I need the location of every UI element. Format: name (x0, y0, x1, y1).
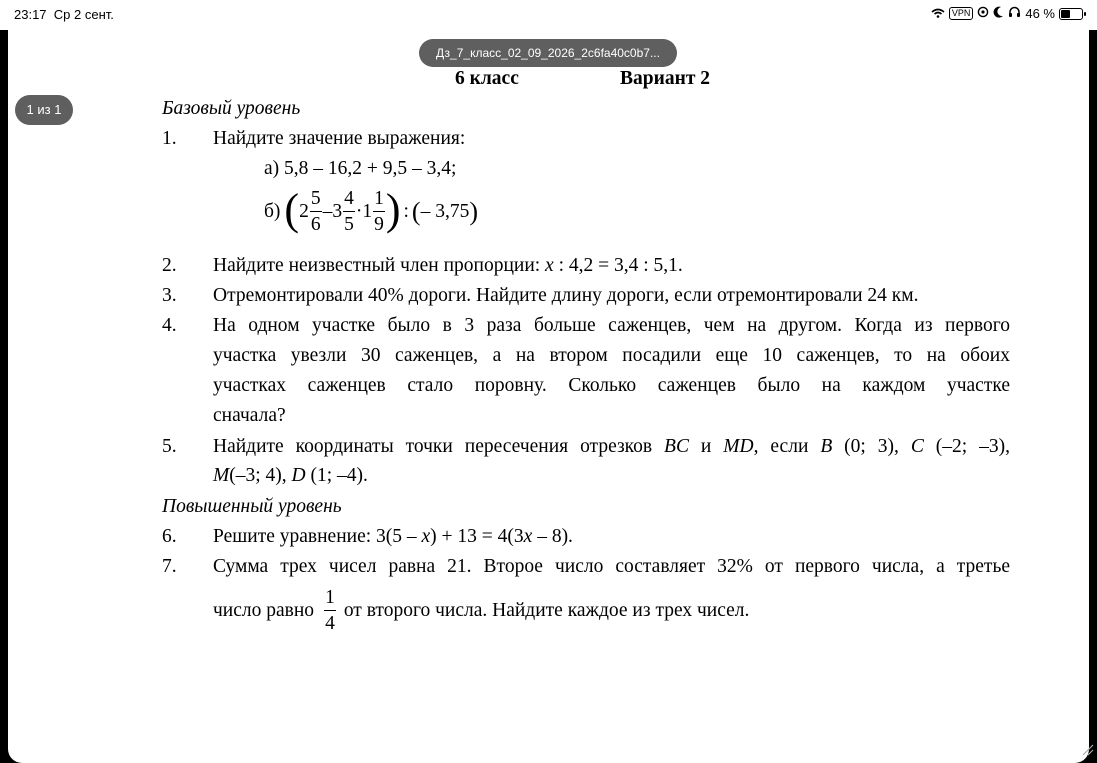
item-text-line: M(–3; 4), D (1; –4). (213, 465, 368, 486)
open-paren: ( (284, 184, 300, 234)
moon-icon (993, 6, 1004, 21)
item-number: 6. (162, 526, 177, 547)
fraction: $\frac{4}{5}$ (344, 188, 354, 235)
item-number: 3. (162, 285, 177, 306)
variant-heading: Вариант 2 (620, 68, 711, 89)
status-bar (0, 0, 1097, 30)
item-subpart-a: а) 5,8 – 16,2 + 9,5 – 3,4; (264, 158, 457, 179)
operator: · (355, 200, 363, 222)
item-text-line: На одном участке было в 3 раза больше саженцев, чем на другом. Когда из первого (213, 315, 1010, 336)
filename-pill[interactable]: Дз_7_класс_02_09_2026_2c6fa40c0b7... (419, 39, 677, 67)
item-text-line: Сумма трех чисел равна 21. Второе число составляет 32% от первого числа, а третье (213, 556, 1010, 577)
whole-part: 2 (299, 200, 309, 222)
item-text: Решите уравнение: 3(5 – x) + 13 = 4(3x – 8). (213, 526, 573, 547)
operator: – (322, 200, 333, 222)
battery-fill (1061, 10, 1070, 18)
status-time: 23:17 (14, 7, 47, 22)
fraction: $\frac{1}{9}$ (374, 188, 384, 235)
fraction: $\frac{5}{6}$ (310, 188, 321, 235)
item-text: Отремонтировали 40% дороги. Найдите длину дороги, если отремонтировали 24 км. (213, 285, 919, 306)
subpart-b-label: б) (264, 200, 281, 222)
page-counter: 1 из 1 (15, 95, 73, 125)
battery-percent: 46 % (1025, 6, 1055, 21)
wifi-icon (931, 6, 945, 21)
operator: : (403, 200, 409, 222)
item-text-line: сначала? (213, 405, 286, 426)
item-text-line: участках саженцев стало поровну. Сколько саженцев было на каждом участке (213, 375, 1010, 396)
item-text-line: Найдите координаты точки пересечения отрезков BC и MD, если B (0; 3), C (–2; –3), (213, 436, 1011, 457)
item-subpart-b (264, 184, 478, 235)
item-number: 4. (162, 315, 177, 336)
item-text-line: число равно $\frac{1}{4}$ от второго числа. Найдите каждое из трех чисел. (213, 587, 750, 634)
headphones-icon (1008, 6, 1021, 21)
whole-part: 1 (362, 200, 373, 222)
status-time-date (14, 7, 114, 22)
item-number: 2. (162, 255, 177, 276)
item-text-line: участка увезли 30 саженцев, а на втором посадили еще 10 саженцев, то на обоих (213, 345, 1010, 366)
status-icons (931, 6, 1083, 21)
divisor: – 3,75 (420, 200, 470, 222)
fraction: $\frac{1}{4}$ (325, 587, 335, 634)
close-paren: ) (385, 184, 401, 234)
status-date: Ср 2 сент. (53, 7, 114, 22)
open-paren: ( (411, 196, 421, 226)
resize-handle-icon[interactable] (1080, 742, 1094, 756)
item-text: Найдите неизвестный член пропорции: x : 4,2 = 3,4 : 5,1. (213, 255, 683, 276)
grade-heading: 6 класс (455, 68, 519, 89)
battery-icon (1059, 8, 1083, 20)
section-advanced: Повышенный уровень (162, 496, 342, 517)
item-number: 1. (162, 128, 177, 149)
item-number: 5. (162, 436, 177, 457)
location-icon (977, 6, 989, 21)
section-basic: Базовый уровень (162, 98, 301, 119)
vpn-icon: VPN (949, 7, 974, 20)
close-paren: ) (469, 196, 478, 226)
item-number: 7. (162, 556, 177, 577)
item-text: Найдите значение выражения: (213, 128, 466, 149)
whole-part: 3 (332, 200, 343, 222)
